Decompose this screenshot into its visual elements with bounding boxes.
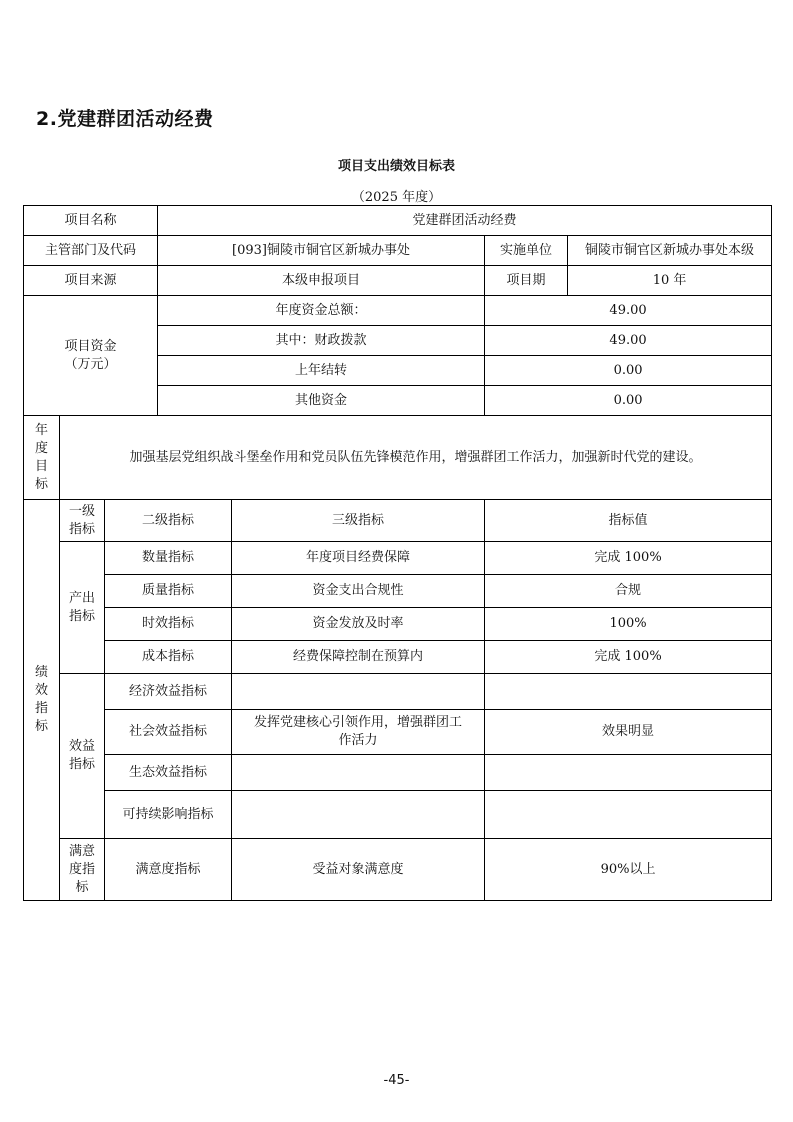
project-period-value: 10 年 xyxy=(568,266,772,296)
section-title: 2.党建群团活动经费 xyxy=(36,108,214,130)
indicator-header-row xyxy=(24,500,772,542)
table-year: （2025 年度） xyxy=(351,190,442,205)
performance-indicator-label-char: 效 xyxy=(34,683,48,698)
performance-goal-table xyxy=(23,205,772,901)
level2-header: 二级指标 xyxy=(105,500,232,542)
benefit-indicator-label-line2: 指标 xyxy=(68,757,95,772)
level3-cell: 年度项目经费保障 xyxy=(232,542,485,575)
indicator-value-cell: 90%以上 xyxy=(485,839,772,901)
performance-indicator-label xyxy=(24,500,60,901)
annual-goal-label-char: 目 xyxy=(34,458,48,474)
table-row xyxy=(24,608,772,641)
annual-goal-row xyxy=(24,416,772,500)
performance-indicator-label-char: 标 xyxy=(34,719,48,734)
performance-indicator-label-char: 指 xyxy=(34,701,48,716)
output-indicator-label xyxy=(60,542,105,674)
table-row xyxy=(24,839,772,901)
project-source-value: 本级申报项目 xyxy=(158,266,485,296)
annual-goal-text: 加强基层党组织战斗堡垒作用和党员队伍先锋模范作用，增强群团工作活力，加强新时代党的建设。 xyxy=(60,416,772,500)
level3-cell xyxy=(232,674,485,710)
indicator-value-cell xyxy=(485,674,772,710)
table-row xyxy=(24,791,772,839)
benefit-indicator-label xyxy=(60,674,105,839)
level3-cell xyxy=(232,710,485,755)
department-value: [093]铜陵市铜官区新城办事处 xyxy=(158,236,485,266)
benefit-indicator-label-line1: 效益 xyxy=(68,739,95,754)
project-name-label: 项目名称 xyxy=(24,206,158,236)
table-row xyxy=(24,710,772,755)
satisfaction-indicator-label xyxy=(60,839,105,901)
project-name-value: 党建群团活动经费 xyxy=(158,206,772,236)
department-label: 主管部门及代码 xyxy=(24,236,158,266)
project-funds-label xyxy=(24,296,158,416)
annual-goal-label xyxy=(24,416,60,500)
table-row xyxy=(24,641,772,674)
annual-goal-label-char: 标 xyxy=(34,476,48,492)
funds-carryover-value: 0.00 xyxy=(485,356,772,386)
satisfaction-indicator-label-line2: 度指 xyxy=(68,861,95,877)
level3-header: 三级指标 xyxy=(232,500,485,542)
level2-cell: 满意度指标 xyxy=(105,839,232,901)
table-title: 项目支出绩效目标表 xyxy=(337,159,455,174)
level2-cell: 可持续影响指标 xyxy=(105,791,232,839)
source-row xyxy=(24,266,772,296)
implementing-unit-value: 铜陵市铜官区新城办事处本级 xyxy=(568,236,772,266)
funds-total-value: 49.00 xyxy=(485,296,772,326)
satisfaction-indicator-label-line1: 满意 xyxy=(68,843,95,859)
performance-indicator-label-char: 绩 xyxy=(34,665,48,680)
funds-carryover-label: 上年结转 xyxy=(158,356,485,386)
annual-goal-label-char: 度 xyxy=(34,440,48,456)
level3-cell xyxy=(232,755,485,791)
indicator-value-cell: 效果明显 xyxy=(485,710,772,755)
indicator-value-cell: 完成 100% xyxy=(485,641,772,674)
indicator-value-header: 指标值 xyxy=(485,500,772,542)
level3-cell: 经费保障控制在预算内 xyxy=(232,641,485,674)
funds-other-label: 其他资金 xyxy=(158,386,485,416)
level3-cell-line2: 作活力 xyxy=(338,733,378,748)
level2-cell: 数量指标 xyxy=(105,542,232,575)
indicator-value-cell: 合规 xyxy=(485,575,772,608)
funds-total-label: 年度资金总额： xyxy=(158,296,485,326)
funds-other-value: 0.00 xyxy=(485,386,772,416)
indicator-value-cell: 100% xyxy=(485,608,772,641)
funds-fiscal-label: 其中：财政拨款 xyxy=(158,326,485,356)
project-funds-label-line2: （万元） xyxy=(64,356,117,372)
funds-fiscal-value: 49.00 xyxy=(485,326,772,356)
satisfaction-indicator-label-line3: 标 xyxy=(75,879,89,895)
project-funds-label-line1: 项目资金 xyxy=(64,338,117,354)
annual-goal-label-char: 年 xyxy=(34,422,48,438)
level3-cell xyxy=(232,791,485,839)
page-number: -45- xyxy=(383,1073,410,1088)
project-name-row xyxy=(24,206,772,236)
project-period-label: 项目期 xyxy=(485,266,568,296)
table-row xyxy=(24,755,772,791)
indicator-value-cell xyxy=(485,755,772,791)
department-row xyxy=(24,236,772,266)
indicator-value-cell: 完成 100% xyxy=(485,542,772,575)
level2-cell: 时效指标 xyxy=(105,608,232,641)
level2-cell: 成本指标 xyxy=(105,641,232,674)
level1-header xyxy=(60,500,105,542)
implementing-unit-label: 实施单位 xyxy=(485,236,568,266)
level2-cell: 社会效益指标 xyxy=(105,710,232,755)
level3-cell: 资金发放及时率 xyxy=(232,608,485,641)
table-row xyxy=(24,542,772,575)
level3-cell: 受益对象满意度 xyxy=(232,839,485,901)
output-indicator-label-line2: 指标 xyxy=(68,608,95,624)
funds-total-row xyxy=(24,296,772,326)
table-row xyxy=(24,674,772,710)
indicator-value-cell xyxy=(485,791,772,839)
level2-cell: 经济效益指标 xyxy=(105,674,232,710)
level1-header-line2: 指标 xyxy=(68,521,95,537)
level1-header-line1: 一级 xyxy=(68,503,95,519)
output-indicator-label-line1: 产出 xyxy=(68,590,95,606)
table-row xyxy=(24,575,772,608)
level2-cell: 生态效益指标 xyxy=(105,755,232,791)
level3-cell: 资金支出合规性 xyxy=(232,575,485,608)
level2-cell: 质量指标 xyxy=(105,575,232,608)
project-source-label: 项目来源 xyxy=(24,266,158,296)
level3-cell-line1: 发挥党建核心引领作用，增强群团工 xyxy=(254,715,463,730)
